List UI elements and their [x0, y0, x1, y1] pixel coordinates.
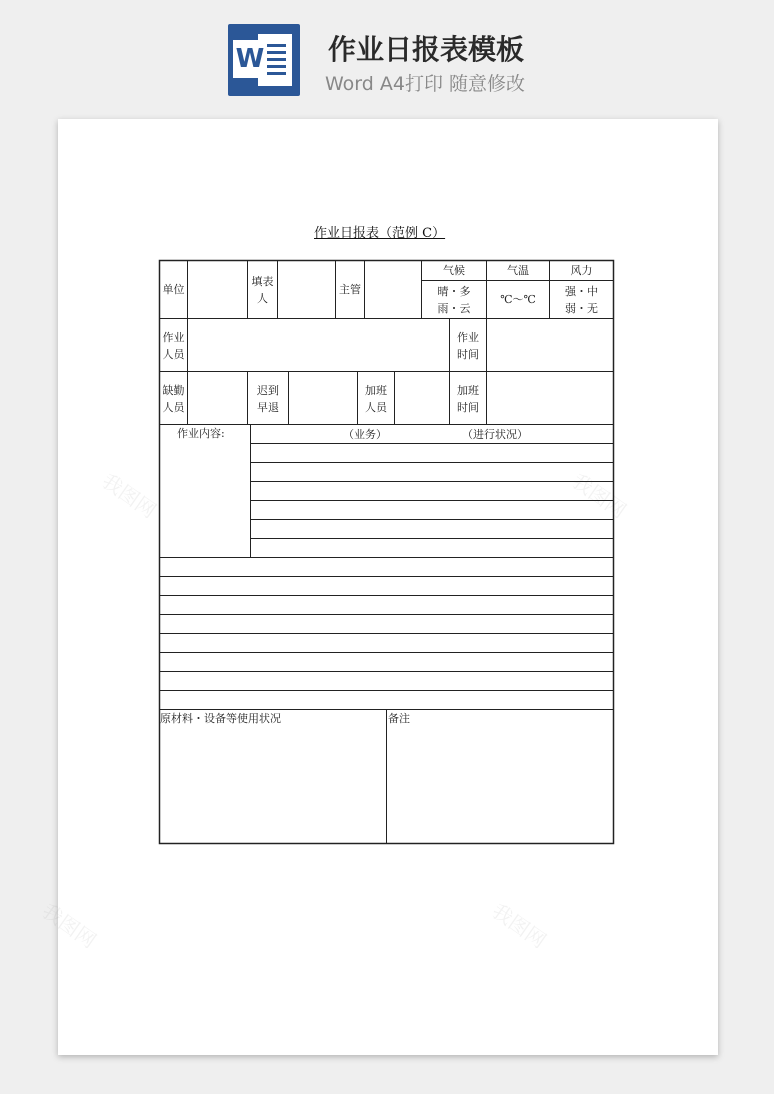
supervisor-label: 主管 [339, 283, 361, 296]
absent-label-line2: 人员 [162, 401, 185, 414]
weather-label: 气候 [443, 264, 465, 277]
word-letter: W [233, 40, 267, 78]
watermark: 我图网 [567, 468, 631, 523]
workers-label-line1: 作业 [162, 331, 185, 344]
filler-label-line1: 填表 [251, 275, 274, 288]
progress-header: （进行状况） [462, 428, 528, 441]
weather-value-line2: 雨・云 [437, 302, 471, 315]
unit-label: 单位 [162, 283, 185, 296]
watermark: 我图网 [37, 898, 101, 953]
late-label-line2: 早退 [257, 401, 279, 414]
temperature-value: ℃～℃ [500, 293, 536, 306]
temperature-label: 气温 [507, 264, 529, 277]
worktime-label-line2: 时间 [457, 348, 479, 361]
weather-value-line1: 晴・多 [437, 285, 471, 298]
overtime-time-label-line1: 加班 [457, 384, 479, 397]
notes-label: 备注 [388, 712, 410, 725]
work-content-label: 作业内容: [177, 427, 225, 440]
late-label-line1: 迟到 [257, 384, 279, 397]
overtime-time-label-line2: 时间 [457, 401, 479, 414]
template-title: 作业日报表模板 [328, 33, 525, 66]
workers-label-line2: 人员 [162, 348, 185, 361]
template-subtitle: Word A4打印 随意修改 [325, 73, 526, 95]
wind-value-line2: 弱・无 [565, 302, 598, 315]
overtime-staff-label-line2: 人员 [365, 401, 387, 414]
absent-label-line1: 缺勤 [162, 384, 185, 397]
overtime-staff-label-line1: 加班 [365, 384, 387, 397]
wind-value-line1: 强・中 [565, 285, 598, 298]
wind-label: 风力 [570, 264, 593, 277]
filler-label-line2: 人 [257, 292, 268, 305]
materials-label: 原材料・设备等使用状况 [160, 712, 281, 725]
watermark: 我图网 [487, 898, 551, 953]
document-title: 作业日报表（范例 C） [314, 226, 446, 241]
worktime-label-line1: 作业 [457, 331, 479, 344]
business-header: （业务） [343, 428, 387, 441]
watermark: 我图网 [97, 468, 161, 523]
